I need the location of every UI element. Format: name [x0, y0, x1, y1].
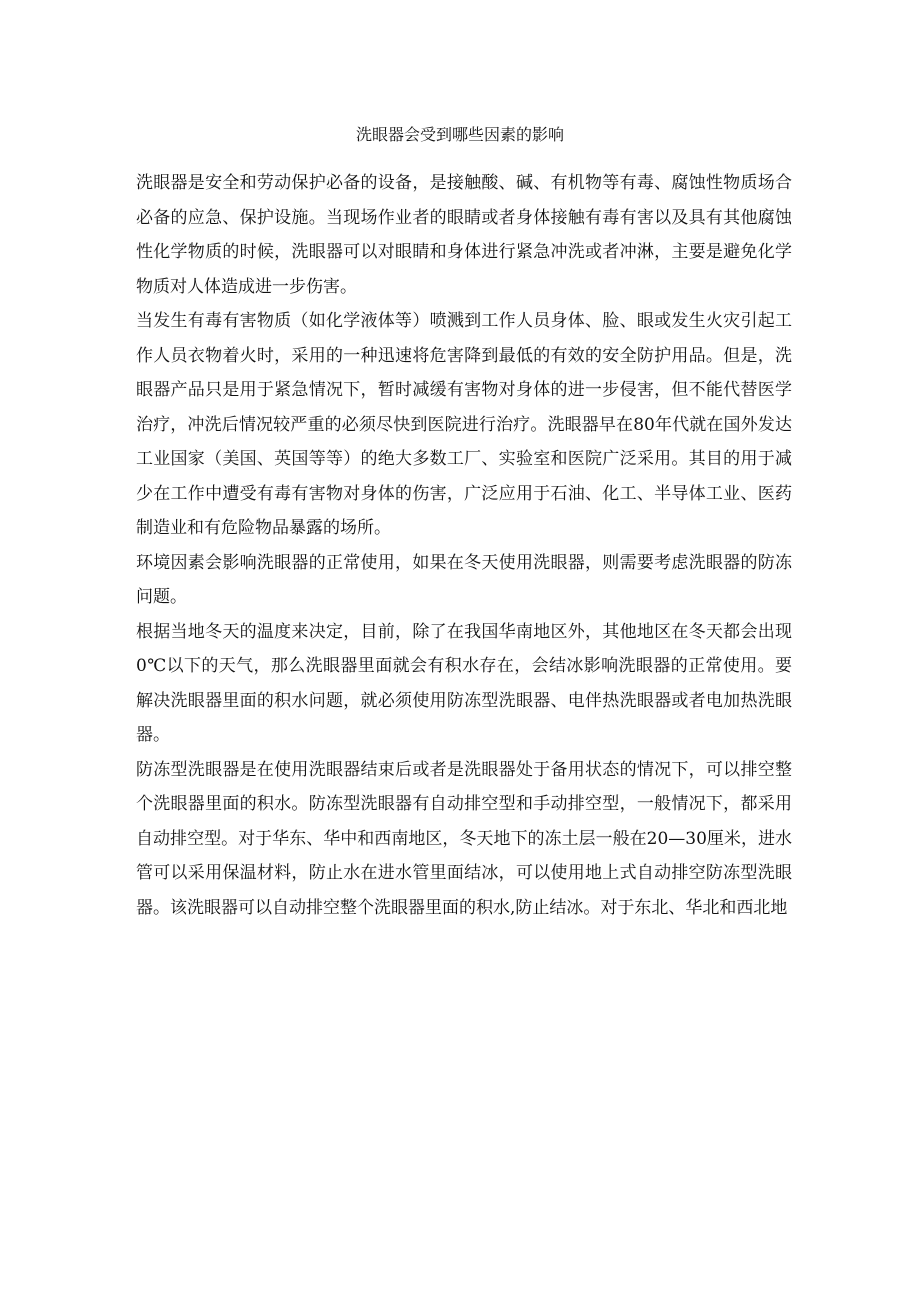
paragraph-1: 洗眼器是安全和劳动保护必备的设备，是接触酸、碱、有机物等有毒、腐蚀性物质场合必备的应急、保护设施。当现场作业者的眼睛或者身体接触有毒有害以及具有其他腐蚀性化学物质的时候，洗眼器可以对眼睛和身体进行紧急冲洗或者冲淋，主要是避免化学物质对人体造成进一步伤害。: [136, 173, 792, 297]
paragraph-4: 根据当地冬天的温度来决定，目前，除了在我国华南地区外，其他地区在冬天都会出现0℃以下的天气，那么洗眼器里面就会有积水存在，会结冰影响洗眼器的正常使用。要解决洗眼器里面的积水问题，就必须使用防冻型洗眼器、电伴热洗眼器或者电加热洗眼器。: [136, 621, 792, 745]
paragraph-2: 当发生有毒有害物质（如化学液体等）喷溅到工作人员身体、脸、眼或发生火灾引起工作人员衣物着火时，采用的一种迅速将危害降到最低的有效的安全防护用品。但是，洗眼器产品只是用于紧急情况下，暂时减缓有害物对身体的进一步侵害，但不能代替医学治疗，冲洗后情况较严重的必须尽快到医院进行治疗。洗眼器早在80年代就在国外发达工业国家（美国、英国等等）的绝大多数工厂、实验室和医院广泛采用。其目的用于减少在工作中遭受有毒有害物对身体的伤害，广泛应用于石油、化工、半导体工业、医药制造业和有危险物品暴露的场所。: [136, 311, 792, 538]
paragraph-5: 防冻型洗眼器是在使用洗眼器结束后或者是洗眼器处于备用状态的情况下，可以排空整个洗眼器里面的积水。防冻型洗眼器有自动排空型和手动排空型，一般情况下，都采用自动排空型。对于华东、华中和西南地区，冬天地下的冻土层一般在20—30厘米，进水管可以采用保温材料，防止水在进水管里面结冰，可以使用地上式自动排空防冻型洗眼器。该洗眼器可以自动排空整个洗眼器里面的积水,防止结冰。对于东北、华北和西北地: [136, 759, 792, 918]
document-title: 洗眼器会受到哪些因素的影响: [355, 125, 564, 144]
document-body: [136, 166, 792, 925]
paragraph-3: 环境因素会影响洗眼器的正常使用，如果在冬天使用洗眼器，则需要考虑洗眼器的防冻问题。: [136, 552, 792, 607]
